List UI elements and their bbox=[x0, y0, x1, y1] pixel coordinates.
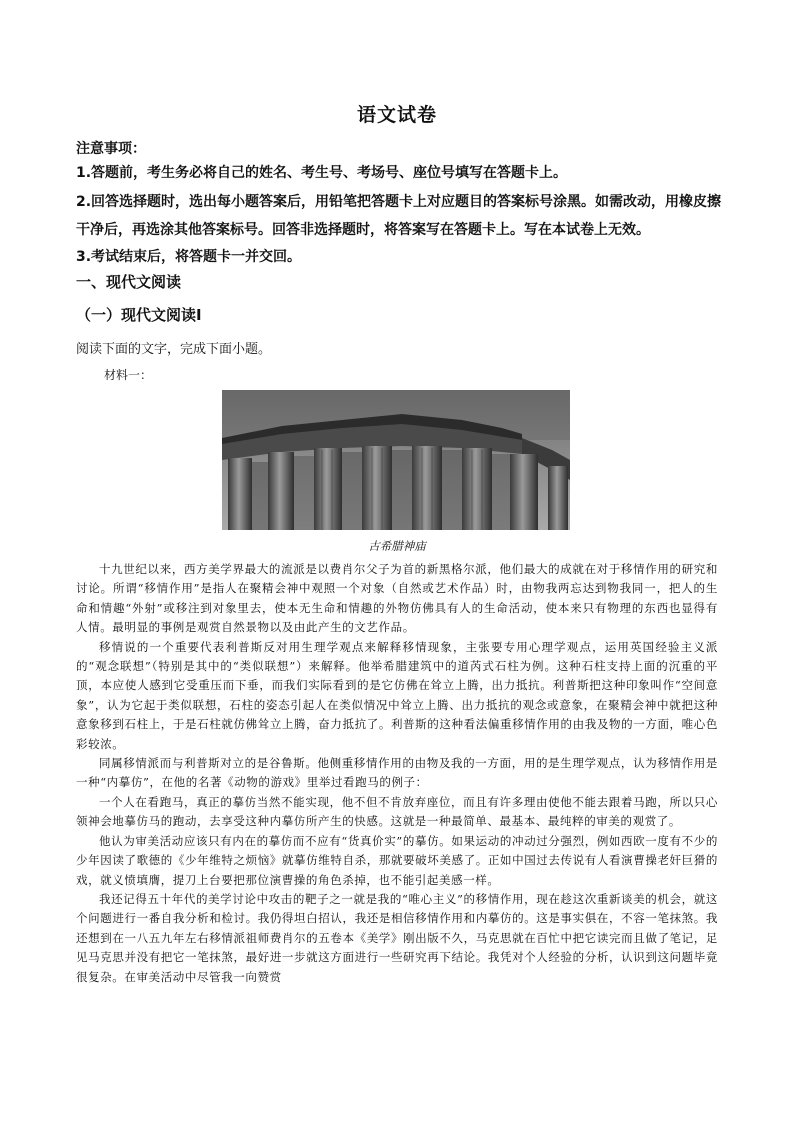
subsection-heading: （一）现代文阅读Ⅰ bbox=[76, 306, 202, 324]
article-body bbox=[76, 560, 718, 987]
temple-photo-icon bbox=[222, 390, 570, 530]
notice-item-1: 1.答题前，考生务必将自己的姓名、考生号、考场号、座位号填写在答题卡上。 bbox=[76, 165, 568, 181]
notice-item-2: 2.回答选择题时，选出每小题答案后，用铅笔把答题卡上对应题目的答案标号涂黑。如需改动，用橡皮擦干净后，再选涂其他答案标号。回答非选择题时，将答案写在答题卡上。写在本试卷上无效。 bbox=[76, 194, 722, 238]
notice-heading: 注意事项： bbox=[76, 141, 146, 157]
greek-temple-photo bbox=[222, 390, 570, 530]
paragraph: 我还记得五十年代的美学讨论中攻击的靶子之一就是我的“唯心主义”的移情作用，现在趁这次重新谈美的机会，就这个问题进行一番自我分析和检讨。我仍得坦白招认，我还是相信移情作用和内摹仿的。这是事实俱在，不容一笔抹煞。我还想到在一八五九年左右移情派祖师费肖尔的五卷本《美学》刚出版不久，马克思就在百忙中把它读完而且做了笔记，足见马克思并没有把它一笔抹煞，最好进一步就这方面进行一些研究再下结论。我凭对个人经验的分析，认识到这问题毕竟很复杂。在审美活动中尽管我一向赞赏 bbox=[76, 891, 718, 984]
quote-paragraph: 一个人在看跑马，真正的摹仿当然不能实现，他不但不肯放弃座位，而且有许多理由使他不能去跟着马跑，所以只心领神会地摹仿马的跑动，去享受这种内摹仿所产生的快感。这就是一种最简单、最基本、最纯粹的审美的观赏了。 bbox=[76, 794, 718, 829]
paragraph: 他认为审美活动应该只有内在的摹仿而不应有“货真价实”的摹仿。如果运动的冲动过分强烈，例如西欧一度有不少的少年因读了歌德的《少年维特之烦恼》就摹仿维特自杀，那就要破坏美感了。正如中国过去传说有人看演曹操老奸巨猾的戏，就义愤填膺，提刀上台要把那位演曹操的角色杀掉，也不能引起美感一样。 bbox=[76, 833, 718, 887]
notice-item-3: 3.考试结束后，将答题卡一并交回。 bbox=[76, 249, 302, 265]
figure-caption: 古希腊神庙 bbox=[368, 539, 426, 553]
paragraph: 同属移情派而与利普斯对立的是谷鲁斯。他侧重移情作用的由物及我的一方面，用的是生理学观点，认为移情作用是一种“内摹仿”，在他的名著《动物的游戏》里举过看跑马的例子： bbox=[76, 756, 718, 790]
paragraph: 移情说的一个重要代表利普斯反对用生理学观点来解释移情现象，主张要专用心理学观点，运用英国经验主义派的“观念联想”（特别是其中的“类似联想”）来解释。他举希腊建筑中的道芮式石柱为例。这种石柱支持上面的沉重的平顶，本应使人感到它受重压而下垂，而我们实际看到的是它仿佛在耸立上腾，出力抵抗。利普斯把这种印象叫作“空间意象”，认为它起于类似联想，石柱的姿态引起人在类似情况中耸立上腾、出力抵抗的观念或意象，在聚精会神中就把这种意象移到石柱上，于是石柱就仿佛耸立上腾，奋力抵抗了。利普斯的这种看法偏重移情作用的由我及物的一方面，唯心色彩较浓。 bbox=[76, 639, 718, 751]
material-label: 材料一： bbox=[104, 368, 153, 382]
reading-instruction: 阅读下面的文字，完成下面小题。 bbox=[76, 342, 272, 357]
page-title: 语文试卷 bbox=[356, 104, 437, 126]
section-heading: 一、现代文阅读 bbox=[76, 273, 182, 291]
paragraph: 十九世纪以来，西方美学界最大的流派是以费肖尔父子为首的新黑格尔派，他们最大的成就在对于移情作用的研究和讨论。所谓“移情作用”是指人在聚精会神中观照一个对象（自然或艺术作品）时，由物我两忘达到物我同一，把人的生命和情趣“外射”或移注到对象里去，使本无生命和情趣的外物仿佛具有人的生命活动，使本来只有物理的东西也显得有人情。最明显的事例是观赏自然景物以及由此产生的文艺作品。 bbox=[76, 562, 718, 635]
